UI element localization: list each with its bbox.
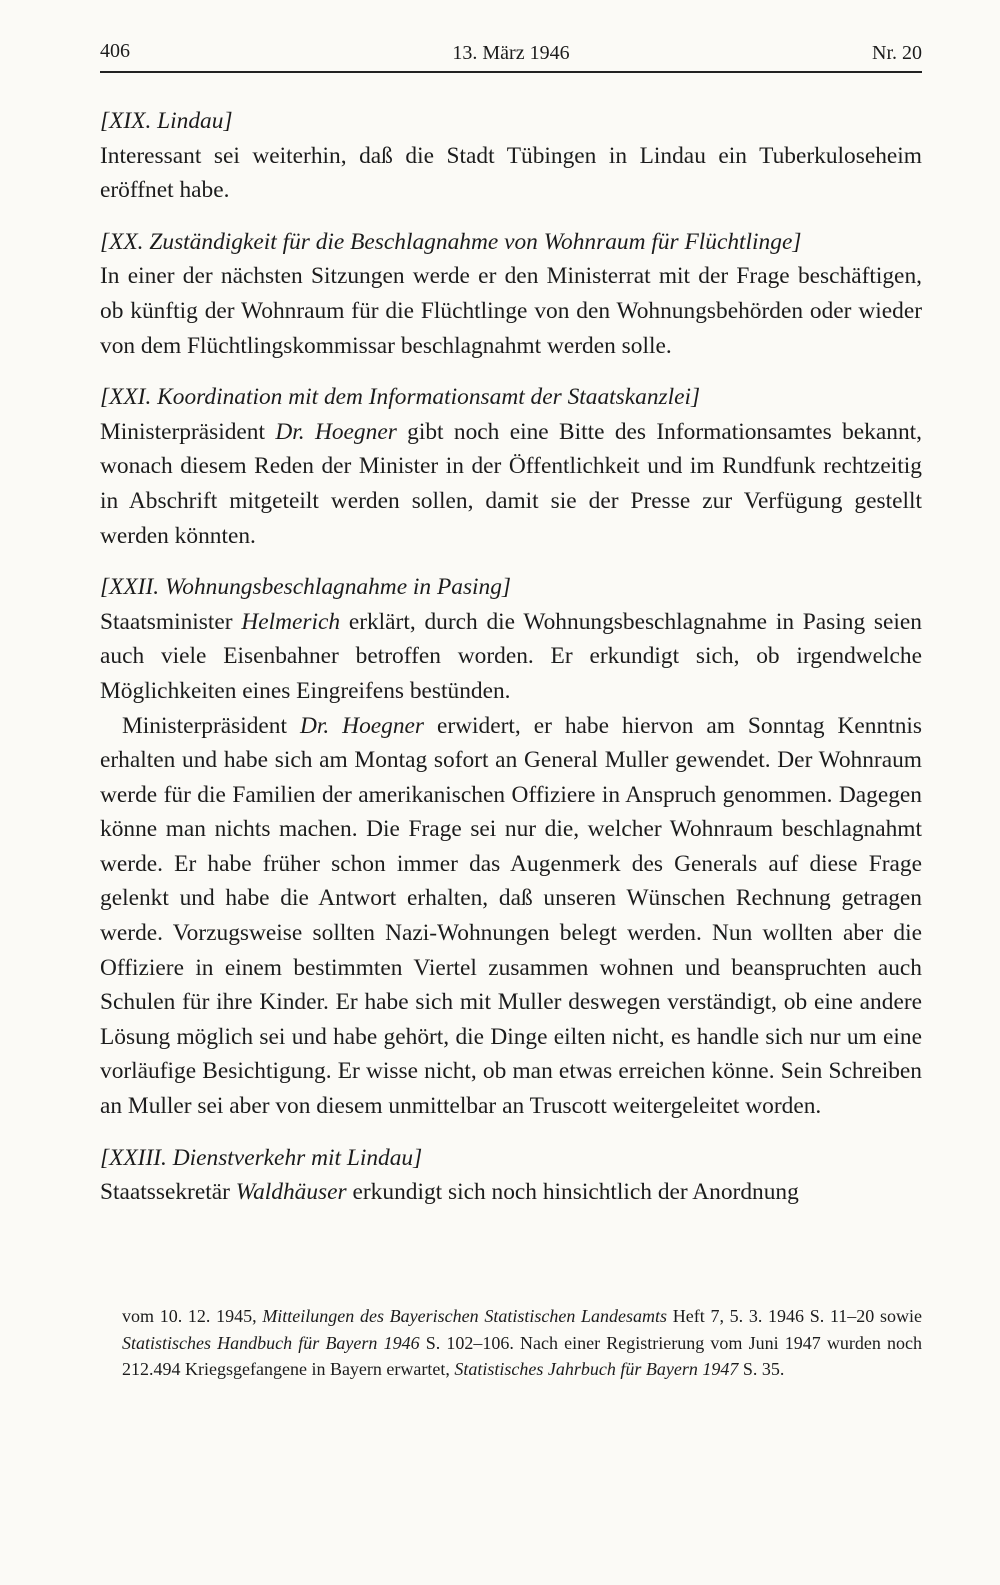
- header-rule: [100, 71, 922, 73]
- footnote-text: Heft 7, 5. 3. 1946 S. 11–20 sowie: [667, 1306, 922, 1326]
- running-head-date: 13. März 1946: [452, 42, 570, 64]
- section-xx: [100, 225, 922, 363]
- text-run: Interessant sei weiterhin, daß die Stadt Tübingen in Lindau ein Tuberkuloseheim eröffnet habe.: [100, 142, 922, 204]
- paragraph: [100, 1175, 922, 1210]
- paragraph: [100, 415, 922, 553]
- footnote-text: vom 10. 12. 1945,: [122, 1306, 263, 1326]
- publication-title: Statistisches Jahrbuch für Bayern 1947: [454, 1359, 739, 1380]
- running-head: [100, 40, 922, 72]
- section-heading: [XIX. Lindau]: [100, 108, 233, 134]
- footnote-text: S. 102–106. Nach einer Registrierung vom Juni 1947 wurden noch 212.494 Kriegsgefangene in Bayern erwartet,: [122, 1332, 922, 1380]
- section-xxiii: [100, 1141, 922, 1210]
- paragraph: [100, 709, 922, 1124]
- section-heading: [XX. Zuständigkeit für die Beschlagnahme von Wohnraum für Flüchtlinge]: [100, 228, 802, 255]
- text-run: Ministerpräsident: [122, 712, 300, 739]
- page-number: 406: [100, 40, 130, 62]
- text-run: Ministerpräsident: [100, 418, 276, 445]
- text-run: erklärt, durch die Wohnungsbeschlagnahme in Pasing seien auch viele Eisenbahner betroffen worden. Er erkundigt sich, ob irgendwelche Möglichkeiten eines Eingreifens bestünden.: [100, 608, 922, 704]
- main-text: [100, 104, 922, 1227]
- publication-title: Statistisches Handbuch für Bayern 1946: [122, 1332, 420, 1353]
- person-name: Dr. Hoegner: [275, 418, 397, 445]
- text-run: erkundigt sich noch hinsichtlich der Anordnung: [346, 1179, 799, 1206]
- person-name: Waldhäuser: [235, 1179, 347, 1206]
- text-run: Staatssekretär: [100, 1179, 236, 1206]
- person-name: Dr. Hoegner: [299, 712, 425, 739]
- text-run: In einer der nächsten Sitzungen werde er den Ministerrat mit der Frage beschäftigen, ob künftig der Wohnraum für die Flüchtlinge von den Wohnungsbehörden oder wieder von dem Flüchtlingskommissar beschlagnahmt werden solle.: [100, 263, 922, 359]
- section-xxi: [100, 380, 922, 553]
- person-name: Helmerich: [241, 608, 341, 635]
- footnote-text: S. 35.: [738, 1359, 785, 1380]
- text-run: erwidert, er habe hiervon am Sonntag Kenntnis erhalten und habe sich am Montag sofort an General Muller gewendet. Der Wohnraum werde für die Familien der amerikanischen Offiziere in Anspruch genommen. Dagegen könne man nichts machen. Die Frage sei nur die, welcher Wohnraum beschlagnahmt werde. Er habe früher schon immer das Augenmerk des Generals auf diese Frage gelenkt und habe die Antwort erhalten, daß unseren Wünschen Rechnung getragen werde. Vorzugsweise sollten Nazi-Wohnungen belegt werden. Nun wollten aber die Offiziere in einem bestimmten Viertel zusammen wohnen und beanspruchten auch Schulen für ihre Kinder. Er habe sich mit Muller deswegen verständigt, ob eine andere Lösung möglich sei und habe gehört, die Dinge eilten nicht, es handle sich nur um eine vorläufige Besichtigung. Er wisse nicht, ob man etwas erreichen könne. Sein Schreiben an Muller sei aber von diesem unmittelbar an Truscott weitergeleitet worden.: [100, 712, 922, 1120]
- text-run: Staatsminister: [100, 608, 242, 635]
- section-heading: [XXI. Koordination mit dem Informationsamt der Staatskanzlei]: [100, 384, 701, 411]
- text-run: gibt noch eine Bitte des Informationsamtes bekannt, wonach diesem Reden der Minister in der Öffentlichkeit und im Rundfunk rechtzeitig in Abschrift mitgeteilt werden sollen, damit sie der Presse zur Verfügung gestellt werden könnten.: [100, 418, 922, 549]
- paragraph: [100, 259, 922, 363]
- paragraph: [100, 605, 922, 709]
- section-heading: [XXIII. Dienstverkehr mit Lindau]: [100, 1144, 423, 1171]
- section-heading: [XXII. Wohnungsbeschlagnahme in Pasing]: [100, 574, 512, 601]
- section-xix: [100, 104, 922, 208]
- section-xxii: [100, 570, 922, 1124]
- issue-number: Nr. 20: [872, 42, 922, 64]
- publication-title: Mitteilungen des Bayerischen Statistischen Landesamts: [262, 1306, 668, 1326]
- paragraph: [100, 139, 922, 208]
- footnote: [122, 1303, 922, 1383]
